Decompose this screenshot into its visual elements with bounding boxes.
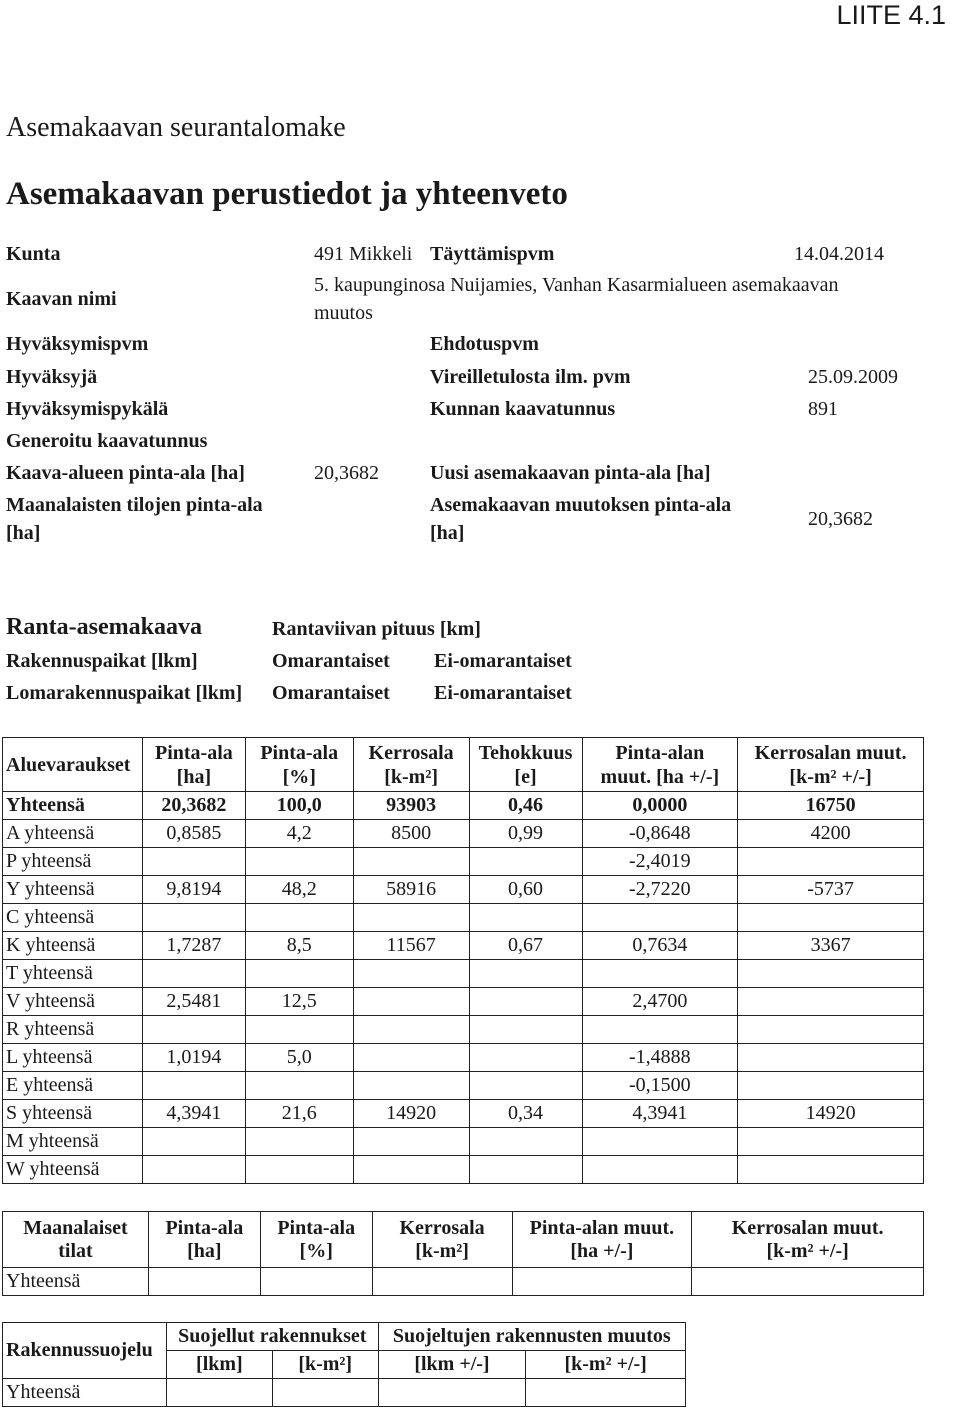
- header-aluevaraukset: Aluevaraukset: [3, 738, 143, 792]
- form-title: Asemakaavan perustiedot ja yhteenveto: [6, 176, 568, 212]
- header-pinta-alan-muut: Pinta-alan muut. [ha +/-]: [512, 1212, 692, 1268]
- table-cell: [582, 1128, 738, 1156]
- ranta-title: Ranta-asemakaava: [6, 614, 202, 640]
- table-cell: [469, 960, 582, 988]
- table-row: [3, 988, 924, 1016]
- table-cell: [353, 1128, 469, 1156]
- table-cell: [245, 848, 353, 876]
- table-cell: 1,7287: [142, 932, 245, 960]
- kunta-value: 491 Mikkeli: [314, 243, 413, 265]
- table-cell: [142, 1072, 245, 1100]
- table-cell: [353, 848, 469, 876]
- row-label: V yhteensä: [3, 988, 143, 1016]
- table-cell: 9,8194: [142, 876, 245, 904]
- table-cell: [245, 1156, 353, 1184]
- header-suojeltujen-muutos: Suojeltujen rakennusten muutos: [378, 1323, 685, 1351]
- subheader-k-m2-change: [k-m² +/-]: [526, 1351, 686, 1379]
- table-cell: 16750: [738, 792, 924, 820]
- table-cell: [738, 988, 924, 1016]
- kaavatunnus-value: 891: [808, 398, 838, 420]
- row-label: E yhteensä: [3, 1072, 143, 1100]
- ehdotuspvm-label: Ehdotuspvm: [430, 333, 539, 355]
- pykala-label: Hyväksymispykälä: [6, 398, 169, 420]
- table-row: [3, 904, 924, 932]
- table-cell: 3367: [738, 932, 924, 960]
- header-kerrosala: Kerrosala [k-m²]: [353, 738, 469, 792]
- kaavan-nimi-value-line2: muutos: [314, 302, 373, 324]
- appendix-label: LIITE 4.1: [836, 0, 946, 30]
- row-label: Yhteensä: [3, 1379, 167, 1407]
- table-cell: 0,46: [469, 792, 582, 820]
- row-label: R yhteensä: [3, 1016, 143, 1044]
- table-row: [3, 792, 924, 820]
- table-cell: [245, 1016, 353, 1044]
- table-header-row: [3, 1323, 686, 1351]
- table-cell: -0,1500: [582, 1072, 738, 1100]
- subheader-lkm-change: [lkm +/-]: [378, 1351, 526, 1379]
- muutos-value: 20,3682: [808, 508, 873, 530]
- table-row: [3, 1379, 686, 1407]
- rakennuspaikat-ei-omarantaiset: Ei-omarantaiset: [434, 650, 572, 672]
- rakennuspaikat-label: Rakennuspaikat [lkm]: [6, 650, 198, 672]
- hyvaksymispvm-label: Hyväksymispvm: [6, 333, 149, 355]
- header-kerrosala: Kerrosala [k-m²]: [372, 1212, 512, 1268]
- table-row: [3, 820, 924, 848]
- header-pinta-alan-muut: Pinta-alan muut. [ha +/-]: [582, 738, 738, 792]
- table-cell: [142, 848, 245, 876]
- table-cell: 0,99: [469, 820, 582, 848]
- table-cell: 2,4700: [582, 988, 738, 1016]
- table-cell: 8,5: [245, 932, 353, 960]
- table-cell: 0,7634: [582, 932, 738, 960]
- table-cell: [245, 960, 353, 988]
- rantaviiva-label: Rantaviivan pituus [km]: [272, 618, 481, 640]
- kaava-alue-label: Kaava-alueen pinta-ala [ha]: [6, 462, 245, 484]
- header-pinta-ala-pct: Pinta-ala [%]: [245, 738, 353, 792]
- table-row: [3, 1128, 924, 1156]
- table-cell: 0,34: [469, 1100, 582, 1128]
- kaavan-nimi-label: Kaavan nimi: [6, 288, 117, 310]
- row-label: Yhteensä: [3, 792, 143, 820]
- table-cell: -2,4019: [582, 848, 738, 876]
- table-cell: [469, 1156, 582, 1184]
- table-row: [3, 876, 924, 904]
- table-row: [3, 932, 924, 960]
- table-cell: [738, 1016, 924, 1044]
- subheader-k-m2: [k-m²]: [272, 1351, 378, 1379]
- rakennuspaikat-omarantaiset: Omarantaiset: [272, 650, 390, 672]
- table-cell: [245, 1128, 353, 1156]
- table-row: [3, 1268, 924, 1296]
- row-label: T yhteensä: [3, 960, 143, 988]
- muutos-label-line1: Asemakaavan muutoksen pinta-ala: [430, 494, 732, 516]
- table-cell: 93903: [353, 792, 469, 820]
- maanalaiset-table: [2, 1211, 924, 1296]
- kunta-label: Kunta: [6, 243, 61, 265]
- vireille-value: 25.09.2009: [808, 366, 898, 388]
- table-cell: [469, 1016, 582, 1044]
- table-cell: [469, 988, 582, 1016]
- row-label: P yhteensä: [3, 848, 143, 876]
- header-rakennussuojelu: Rakennussuojelu: [3, 1323, 167, 1379]
- table-cell: 0,0000: [582, 792, 738, 820]
- table-cell: [582, 1156, 738, 1184]
- table-cell: -1,4888: [582, 1044, 738, 1072]
- table-cell: 4,2: [245, 820, 353, 848]
- table-cell: [353, 960, 469, 988]
- table-cell: 1,0194: [142, 1044, 245, 1072]
- table-cell: [738, 1044, 924, 1072]
- kaava-alue-value: 20,3682: [314, 462, 379, 484]
- subheader-lkm: [lkm]: [166, 1351, 272, 1379]
- table-row: [3, 1156, 924, 1184]
- tayttamispvm-label: Täyttämispvm: [430, 243, 555, 265]
- row-label: M yhteensä: [3, 1128, 143, 1156]
- lomarakennuspaikat-label: Lomarakennuspaikat [lkm]: [6, 682, 243, 704]
- table-cell: [469, 1044, 582, 1072]
- row-label: S yhteensä: [3, 1100, 143, 1128]
- lomarakennuspaikat-omarantaiset: Omarantaiset: [272, 682, 390, 704]
- table-cell: [738, 1072, 924, 1100]
- table-cell: 48,2: [245, 876, 353, 904]
- table-cell: [353, 988, 469, 1016]
- header-pinta-ala-pct: Pinta-ala [%]: [260, 1212, 372, 1268]
- table-cell: 0,60: [469, 876, 582, 904]
- table-cell: [738, 1128, 924, 1156]
- table-cell: 4,3941: [142, 1100, 245, 1128]
- table-row: [3, 1044, 924, 1072]
- table-cell: [469, 1128, 582, 1156]
- uusi-label: Uusi asemakaavan pinta-ala [ha]: [430, 462, 711, 484]
- table-cell: -0,8648: [582, 820, 738, 848]
- table-cell: [738, 960, 924, 988]
- rakennussuojelu-table: [2, 1322, 686, 1407]
- table-row: [3, 1100, 924, 1128]
- table-row: [3, 1072, 924, 1100]
- table-cell: 14920: [353, 1100, 469, 1128]
- table-cell: 8500: [353, 820, 469, 848]
- table-cell: [469, 904, 582, 932]
- table-cell: 14920: [738, 1100, 924, 1128]
- table-cell: [142, 1016, 245, 1044]
- row-label: Yhteensä: [3, 1268, 149, 1296]
- aluevaraukset-body: [3, 792, 924, 1184]
- table-cell: [353, 1072, 469, 1100]
- table-cell: 58916: [353, 876, 469, 904]
- table-cell: [738, 904, 924, 932]
- table-cell: 2,5481: [142, 988, 245, 1016]
- header-suojellut-rakennukset: Suojellut rakennukset: [166, 1323, 378, 1351]
- row-label: A yhteensä: [3, 820, 143, 848]
- maanalaiset-label-line1: Maanalaisten tilojen pinta-ala: [6, 494, 263, 516]
- table-cell: [142, 904, 245, 932]
- table-cell: 21,6: [245, 1100, 353, 1128]
- kaavatunnus-label: Kunnan kaavatunnus: [430, 398, 616, 420]
- row-label: L yhteensä: [3, 1044, 143, 1072]
- table-cell: 20,3682: [142, 792, 245, 820]
- kaavan-nimi-value-line1: 5. kaupunginosa Nuijamies, Vanhan Kasarmialueen asemakaavan: [314, 274, 839, 296]
- table-cell: [738, 1156, 924, 1184]
- tayttamispvm-value: 14.04.2014: [794, 243, 884, 265]
- table-cell: 0,8585: [142, 820, 245, 848]
- table-cell: [582, 904, 738, 932]
- table-cell: 11567: [353, 932, 469, 960]
- hyvaksyja-label: Hyväksyjä: [6, 366, 98, 388]
- table-cell: [469, 848, 582, 876]
- row-label: C yhteensä: [3, 904, 143, 932]
- row-label: K yhteensä: [3, 932, 143, 960]
- table-cell: [353, 1156, 469, 1184]
- table-row: [3, 960, 924, 988]
- table-cell: [142, 1156, 245, 1184]
- form-subtitle: Asemakaavan seurantalomake: [6, 112, 346, 143]
- table-header-row: [3, 1212, 924, 1268]
- table-cell: [142, 960, 245, 988]
- table-cell: [738, 848, 924, 876]
- header-pinta-ala-ha: Pinta-ala [ha]: [148, 1212, 260, 1268]
- table-row: [3, 848, 924, 876]
- table-cell: [353, 1044, 469, 1072]
- table-cell: 4200: [738, 820, 924, 848]
- table-cell: -2,7220: [582, 876, 738, 904]
- lomarakennuspaikat-ei-omarantaiset: Ei-omarantaiset: [434, 682, 572, 704]
- header-tehokkuus: Tehokkuus [e]: [469, 738, 582, 792]
- generoitu-label: Generoitu kaavatunnus: [6, 430, 208, 452]
- table-cell: 100,0: [245, 792, 353, 820]
- table-cell: [245, 904, 353, 932]
- header-kerrosalan-muut: Kerrosalan muut. [k-m² +/-]: [692, 1212, 924, 1268]
- table-cell: 4,3941: [582, 1100, 738, 1128]
- aluevaraukset-table: [2, 737, 924, 1184]
- header-maanalaiset-tilat: Maanalaiset tilat: [3, 1212, 149, 1268]
- table-cell: [142, 1128, 245, 1156]
- header-pinta-ala-ha: Pinta-ala [ha]: [142, 738, 245, 792]
- table-cell: 12,5: [245, 988, 353, 1016]
- table-cell: 0,67: [469, 932, 582, 960]
- table-cell: 5,0: [245, 1044, 353, 1072]
- table-row: [3, 1016, 924, 1044]
- table-cell: [353, 904, 469, 932]
- maanalaiset-label-line2: [ha]: [6, 522, 41, 544]
- table-cell: [245, 1072, 353, 1100]
- row-label: Y yhteensä: [3, 876, 143, 904]
- table-header-row: [3, 738, 924, 792]
- table-cell: [582, 960, 738, 988]
- muutos-label-line2: [ha]: [430, 522, 465, 544]
- row-label: W yhteensä: [3, 1156, 143, 1184]
- table-cell: [582, 1016, 738, 1044]
- table-cell: -5737: [738, 876, 924, 904]
- table-cell: [353, 1016, 469, 1044]
- header-kerrosalan-muut: Kerrosalan muut. [k-m² +/-]: [738, 738, 924, 792]
- table-cell: [469, 1072, 582, 1100]
- vireille-label: Vireilletulosta ilm. pvm: [430, 366, 631, 388]
